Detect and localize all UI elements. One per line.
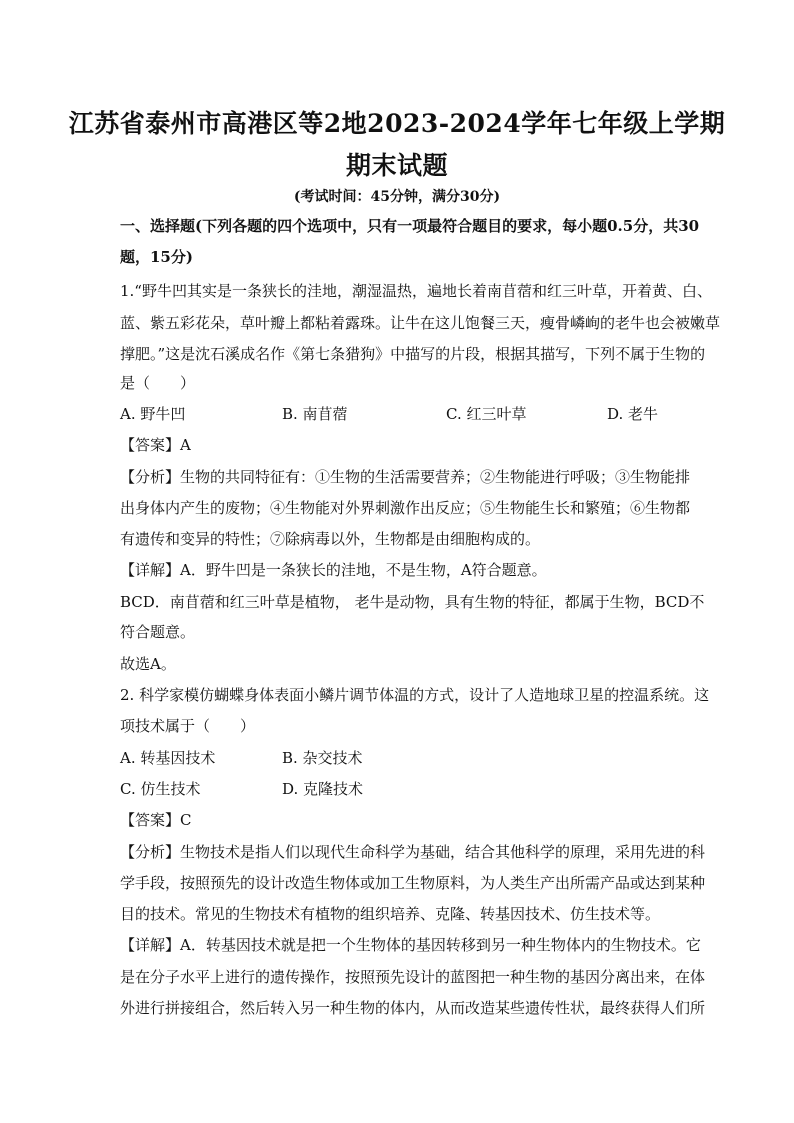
q2-answer: 【答案】C xyxy=(120,811,192,829)
q2-option-d: D. 克隆技术 xyxy=(282,780,364,798)
q2-option-b: B. 杂交技术 xyxy=(282,749,363,767)
section-heading: 一、选择题(下列各题的四个选项中，只有一项最符合题目的要求，每小题0.5分，共30 xyxy=(120,217,700,235)
q2-stem-line: 项技术属于（ ） xyxy=(120,717,256,735)
q2-option-a: A. 转基因技术 xyxy=(120,749,216,767)
document-title-line2: 期末试题 xyxy=(345,151,448,180)
q2-analysis-line: 学手段，按照预先的设计改造生物体或加工生物原料，为人类生产出所需产品或达到某种 xyxy=(120,874,706,892)
q1-detail-line: BCD．南苜蓿和红三叶草是植物， 老牛是动物，具有生物的特征，都属于生物，BCD不 xyxy=(120,593,705,611)
q2-option-c: C. 仿生技术 xyxy=(120,780,201,798)
q1-stem-line: 撑肥。”这是沈石溪成名作《第七条猎狗》中描写的片段，根据其描写，下列不属于生物的 xyxy=(120,345,706,363)
q1-stem-line: 蓝、紫五彩花朵，草叶瓣上都粘着露珠。让牛在这儿饱餐三天，瘦骨嶙峋的老牛也会被嫩草 xyxy=(120,314,721,332)
q1-detail-line: 故选A。 xyxy=(120,655,176,673)
q1-analysis-line: 【分析】生物的共同特征有：①生物的生活需要营养；②生物能进行呼吸；③生物能排 xyxy=(120,468,691,486)
q1-detail-line: 【详解】A．野牛凹是一条狭长的洼地，不是生物，A符合题意。 xyxy=(120,561,547,579)
q1-option-d: D. 老牛 xyxy=(607,405,659,423)
q1-stem-line: 1.“野牛凹其实是一条狭长的洼地，潮湿温热，遍地长着南苜蓿和红三叶草，开着黄、白、 xyxy=(120,282,712,300)
q2-detail-line: 外进行拼接组合，然后转入另一种生物的体内，从而改造某些遗传性状，最终获得人们所 xyxy=(120,999,706,1017)
q2-analysis-line: 【分析】生物技术是指人们以现代生命科学为基础，结合其他科学的原理，采用先进的科 xyxy=(120,843,706,861)
q1-analysis-line: 有遗传和变异的特性；⑦除病毒以外，生物都是由细胞构成的。 xyxy=(120,530,541,548)
q2-stem-line: 2. 科学家模仿蝴蝶身体表面小鳞片调节体温的方式，设计了人造地球卫星的控温系统。这 xyxy=(120,686,710,704)
q2-analysis-line: 目的技术。常见的生物技术有植物的组织培养、克隆、转基因技术、仿生技术等。 xyxy=(120,905,661,923)
q1-option-b: B. 南苜蓿 xyxy=(282,405,348,423)
exam-info: (考试时间：45分钟，满分30分) xyxy=(293,189,501,205)
q1-stem-line: 是（ ） xyxy=(120,374,196,392)
q2-detail-line: 【详解】A．转基因技术就是把一个生物体的基因转移到另一种生物体内的生物技术。它 xyxy=(120,936,701,954)
q1-option-c: C. 红三叶草 xyxy=(446,405,527,423)
q1-detail-line: 符合题意。 xyxy=(120,623,196,641)
section-heading-cont: 题，15分) xyxy=(120,248,193,266)
document-title-line1: 江苏省泰州市高港区等2地2023-2024学年七年级上学期 xyxy=(68,109,726,138)
q1-answer: 【答案】A xyxy=(120,436,191,454)
q1-analysis-line: 出身体内产生的废物；④生物能对外界刺激作出反应；⑤生物能生长和繁殖；⑥生物都 xyxy=(120,499,691,517)
q1-option-a: A. 野牛凹 xyxy=(120,405,186,423)
q2-detail-line: 是在分子水平上进行的遗传操作，按照预先设计的蓝图把一种生物的基因分离出来，在体 xyxy=(120,968,706,986)
